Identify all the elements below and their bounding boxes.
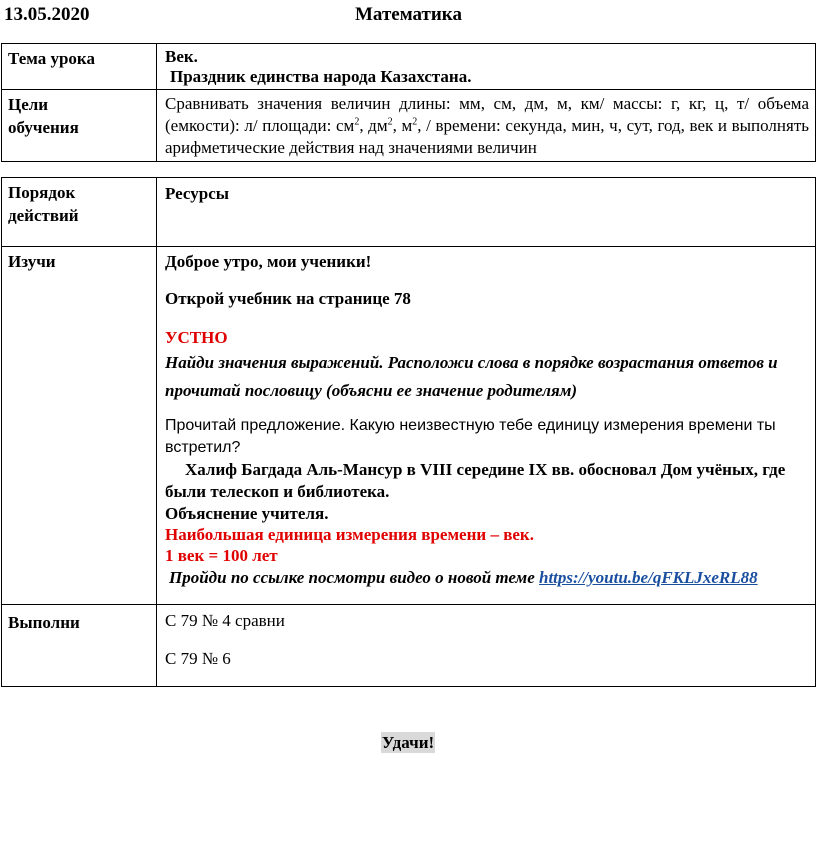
video-text: Пройди по ссылке посмотри видео о новой теме <box>169 568 535 587</box>
study-label: Изучи <box>8 252 56 271</box>
do-cell <box>157 605 816 687</box>
order-label-2: действий <box>8 206 79 225</box>
largest-unit: Наибольшая единица измерения времени – век. <box>165 525 534 544</box>
footer <box>0 733 816 753</box>
study-cell <box>157 247 816 605</box>
do-label: Выполни <box>8 613 80 632</box>
goals-text-1: Сравнивать значения величин длины: мм, см, дм, м, км/ массы: г, кг, ц, т/ объема (емкости): л/ площади: см <box>165 94 809 135</box>
resources-label: Ресурсы <box>165 184 230 203</box>
goals-label-2: обучения <box>8 118 79 137</box>
video-line <box>165 566 809 590</box>
greeting: Доброе утро, мои ученики! <box>165 252 372 271</box>
read-sentence: Прочитай предложение. Какую неизвестную тебе единицу измерения времени ты встретил? <box>165 417 776 456</box>
sup-2: 2 <box>387 116 393 128</box>
oral-heading: УСТНО <box>165 328 228 347</box>
video-link[interactable]: https://youtu.be/qFKLJxeRL88 <box>539 568 758 587</box>
resources-cell <box>157 178 816 247</box>
good-luck: Удачи! <box>381 733 435 752</box>
do-label-cell <box>2 605 157 687</box>
century-equation: 1 век = 100 лет <box>165 546 278 565</box>
goals-label-cell <box>2 90 157 162</box>
goals-cell <box>157 90 816 162</box>
task-1: С 79 № 4 сравни <box>165 611 285 630</box>
teacher-explanation: Объяснение учителя. <box>165 504 329 523</box>
goals-text-3: , м <box>392 116 413 135</box>
caliph-sentence: Халиф Багдада Аль-Мансур в VIII середине IX вв. обосновал Дом учёных, где были телескоп и библиотека. <box>165 460 786 501</box>
lesson-date: 13.05.2020 <box>4 4 90 25</box>
task-instructions: Найди значения выражений. Расположи слова в порядке возрастания ответов и прочитай пословицу (объясни ее значение родителям) <box>165 353 778 400</box>
topic-line-2: Праздник единства народа Казахстана. <box>170 67 472 86</box>
sup-1: 2 <box>354 116 360 128</box>
topic-line-1: Век. <box>165 47 198 66</box>
open-book: Открой учебник на странице 78 <box>165 289 411 308</box>
lesson-info-table <box>1 43 816 162</box>
task-2: С 79 № 6 <box>165 649 231 668</box>
lesson-plan-table <box>1 177 816 687</box>
subject-title: Математика <box>355 4 462 25</box>
goals-text-2: , дм <box>359 116 388 135</box>
goals-label-1: Цели <box>8 95 49 114</box>
sup-3: 2 <box>412 116 418 128</box>
study-label-cell <box>2 247 157 605</box>
order-label-1: Порядок <box>8 183 76 202</box>
topic-label-cell <box>2 44 157 90</box>
goals-text-4: , / времени: секунда, мин, ч, сут, год, век и выполнять арифметические действия над значениями величин <box>165 116 809 157</box>
topic-label: Тема урока <box>8 49 95 68</box>
order-label-cell <box>2 178 157 247</box>
topic-cell <box>157 44 816 90</box>
